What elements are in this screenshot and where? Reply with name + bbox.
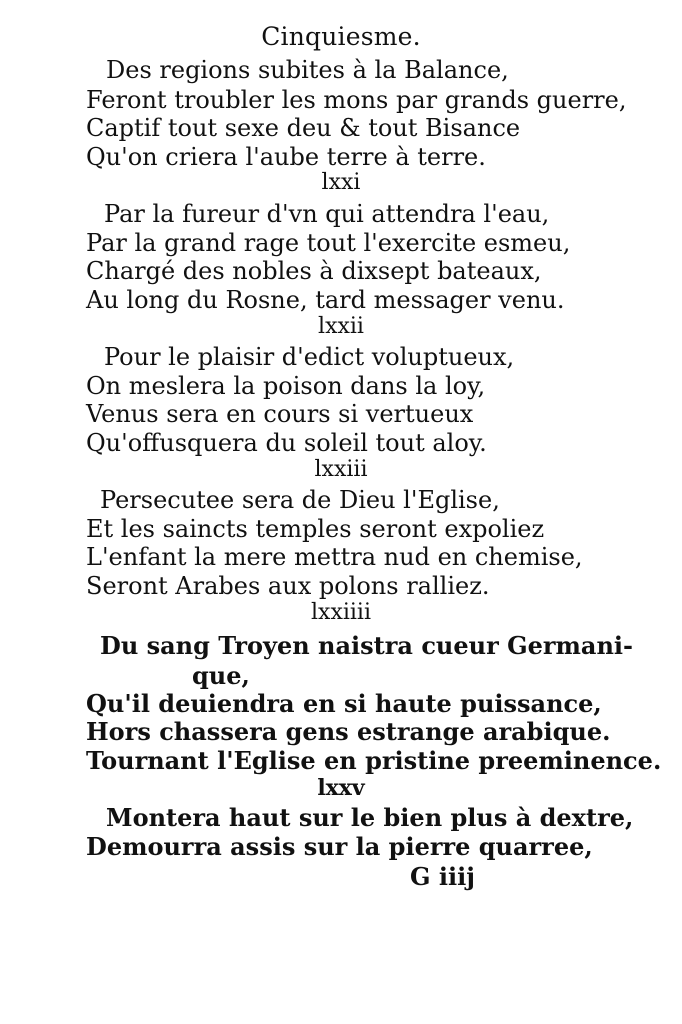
quatrain-number: lxxv [317, 775, 365, 801]
verse-line: Feront troubler les mons par grands guerre, [86, 86, 627, 114]
verse-line: Seront Arabes aux polons ralliez. [86, 572, 490, 600]
verse-line: Pour le plaisir d'edict voluptueux, [104, 343, 515, 371]
verse-line: Montera haut sur le bien plus à dextre, [106, 803, 634, 832]
signature-mark: G iiij [410, 862, 475, 891]
verse-line: Au long du Rosne, tard messager venu. [86, 286, 565, 314]
quatrain-number: lxxi [321, 170, 361, 195]
verse-line: On meslera la poison dans la loy, [86, 372, 486, 400]
verse-line: Et les saincts temples seront expoliez [86, 515, 545, 543]
verse-line: Qu'il deuiendra en si haute puissance, [86, 689, 602, 718]
verse-line: Par la grand rage tout l'exercite esmeu, [86, 229, 571, 257]
verse-line: Qu'on criera l'aube terre à terre. [86, 143, 486, 171]
quatrain-number: lxxiii [314, 457, 368, 482]
verse-line: Par la fureur d'vn qui attendra l'eau, [104, 200, 550, 228]
verse-line: Du sang Troyen naistra cueur Germani- [100, 631, 633, 660]
running-head: Cinquiesme. [261, 22, 421, 51]
quatrain-number: lxxii [318, 314, 364, 339]
verse-line: Persecutee sera de Dieu l'Eglise, [100, 486, 500, 514]
verse-line: Tournant l'Eglise en pristine preeminence. [86, 746, 662, 775]
verse-line: L'enfant la mere mettra nud en chemise, [86, 543, 583, 571]
quatrain-number: lxxiiii [311, 600, 371, 625]
verse-line: Venus sera en cours si vertueux [86, 400, 474, 428]
verse-line: Qu'offusquera du soleil tout aloy. [86, 429, 487, 457]
verse-line: que, [192, 661, 250, 690]
verse-line: Chargé des nobles à dixsept bateaux, [86, 257, 542, 285]
verse-line: Captif tout sexe deu & tout Bisance [86, 114, 521, 142]
verse-line: Hors chassera gens estrange arabique. [86, 717, 611, 746]
verse-line: Des regions subites à la Balance, [106, 56, 509, 84]
verse-line: Demourra assis sur la pierre quarree, [86, 832, 593, 861]
